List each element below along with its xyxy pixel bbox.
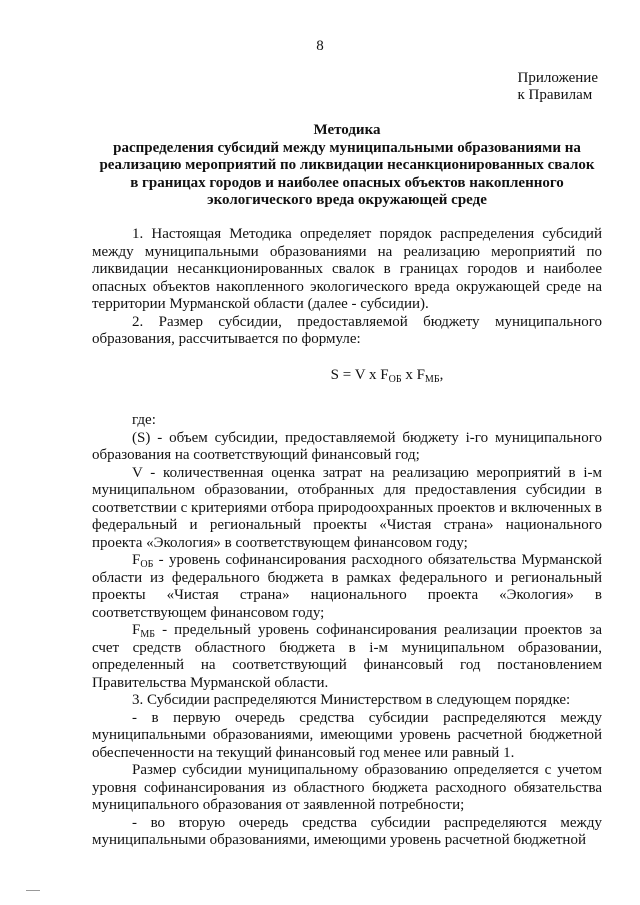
- formula: [92, 367, 602, 385]
- title-line: реализацию мероприятий по ликвидации несанкционированных свалок: [99, 157, 595, 173]
- paragraph: Размер субсидии муниципальному образованию определяется с учетом уровня софинансирования из областного бюджета расходного обязательства муниципального образования от заявленной потребности;: [92, 762, 602, 813]
- variable-symbol: F: [132, 552, 141, 568]
- formula-part: ,: [439, 366, 444, 383]
- formula-part: x F: [401, 366, 425, 383]
- paragraph: [92, 622, 602, 692]
- paragraph-text: - предельный уровень софинансирования реализации проектов за счет средств областного бюджета в i-м муниципальном образовании, определенный на соответствующий финансовый год постановлением Правительства Мурманской области.: [92, 622, 602, 691]
- title-line: распределения субсидий между муниципальными образованиями на: [113, 139, 581, 156]
- paragraph: 2. Размер субсидии, предоставляемой бюджету муниципального образования, рассчитывается по формуле:: [92, 313, 602, 347]
- paragraph-text: - уровень софинансирования расходного обязательства Мурманской области из федерального бюджета в рамках федерального и региональный проекты «Чистая страна» национального проекта «Экология» в соответствующем финансовом году;: [92, 552, 602, 621]
- title-line: в границах городов и наиболее опасных объектов накопленного: [130, 174, 564, 191]
- paragraph: - во вторую очередь средства субсидии распределяются между муниципальными образованиями, имеющими уровень расчетной бюджетной: [92, 814, 602, 848]
- appendix-line: к Правилам: [517, 87, 593, 103]
- title-line: Методика: [313, 122, 381, 138]
- paragraph: V - количественная оценка затрат на реализацию мероприятий в i-м муниципальном образовании, отобранных для предоставления субсидии в соответствии с критериями отбора природоохранных проектов и включенных в федеральный и региональный проекты «Чистая страна» национального проекта «Экология» в соответствующем финансовом году;: [92, 464, 602, 551]
- paragraph: 1. Настоящая Методика определяет порядок распределения субсидий между муниципальными образованиями на реализацию мероприятий по ликвидации несанкционированных свалок в границах городов и наиболее опасных объектов накопленного экологического вреда окружающей среде на территории Мурманской области (далее - субсидии).: [92, 226, 602, 312]
- appendix-reference: [517, 70, 598, 104]
- page-number: 8: [316, 38, 324, 54]
- scan-artifact: [26, 890, 40, 891]
- formula-subscript: МБ: [424, 373, 440, 385]
- variable-subscript: ОБ: [140, 559, 154, 570]
- document-body: [92, 226, 602, 850]
- paragraph: где:: [132, 412, 156, 428]
- formula-subscript: ОБ: [388, 373, 402, 385]
- paragraph: [92, 552, 602, 622]
- title-line: экологического вреда окружающей среде: [207, 192, 487, 208]
- variable-symbol: F: [132, 622, 141, 638]
- variable-subscript: МБ: [140, 629, 155, 640]
- paragraph: (S) - объем субсидии, предоставляемой бюджету i-го муниципального образования на соответствующий финансовый год;: [92, 429, 602, 463]
- appendix-line: Приложение: [517, 70, 598, 86]
- paragraph: - в первую очередь средства субсидии распределяются между муниципальными образованиями, имеющими уровень расчетной бюджетной обеспеченности на текущий финансовый год менее или равный 1.: [92, 709, 602, 761]
- formula-part: S = V x F: [330, 366, 389, 383]
- paragraph: 3. Субсидии распределяются Министерством в следующем порядке:: [132, 692, 571, 708]
- document-title: [92, 122, 602, 210]
